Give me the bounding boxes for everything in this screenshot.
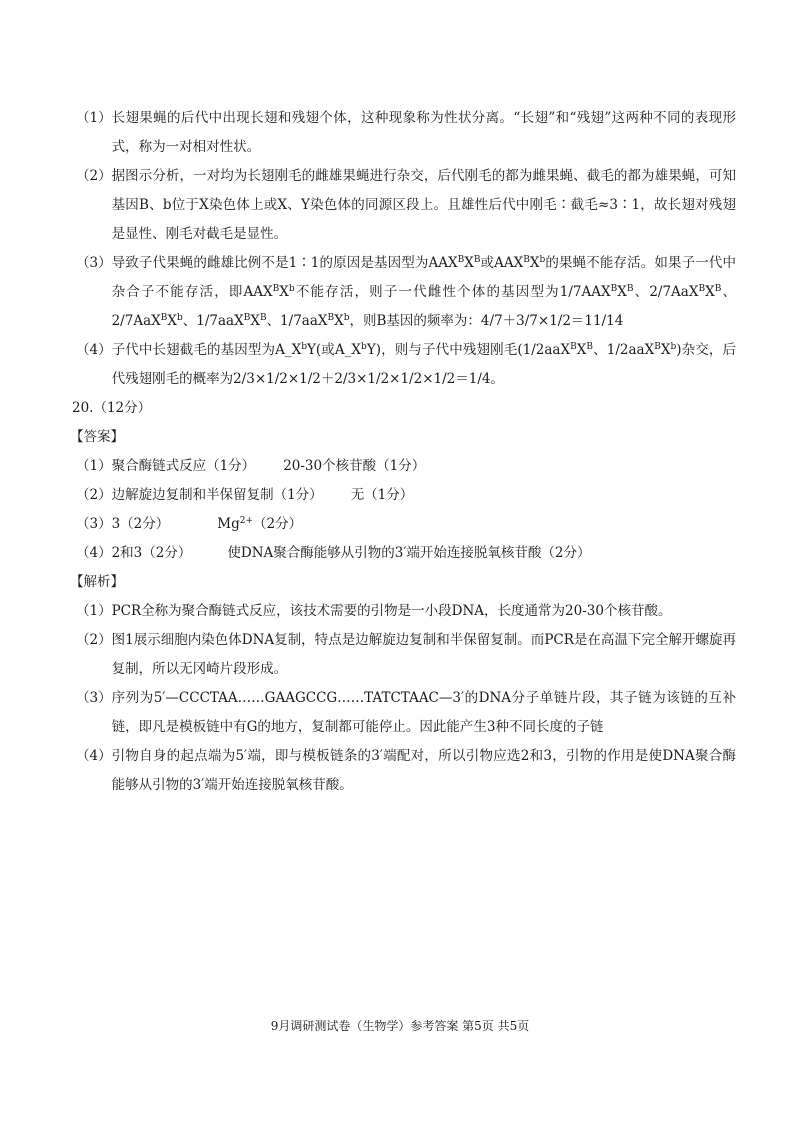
q19-item-1 xyxy=(76,104,736,162)
item-number: （1） xyxy=(76,110,112,126)
item-number: （3） xyxy=(76,690,112,706)
analysis-item-1 xyxy=(76,597,736,626)
item-text: 引物自身的起点端为5′端，即与模板链条的3′端配对，所以引物应选2和3，引物的作用是使DNA聚合酶能够从引物的3′端开始连接脱氧核苷酸。 xyxy=(111,748,736,793)
analysis-label: 【解析】 xyxy=(70,574,124,590)
item-text: 长翅果蝇的后代中出现长翅和残翅个体，这种现象称为性状分离。“长翅”和“残翅”这两种不同的表现形式，称为一对相对性状。 xyxy=(111,110,736,155)
answer-label: 【答案】 xyxy=(70,429,124,445)
item-number: （1） xyxy=(76,603,112,619)
item-text: 子代中长翅截毛的基因型为$A\_X^bY$(或$A\_X^bY$)，则与子代中残翅刚毛($1/2aaX^BX^B$、$1/2aaX^BX^b$)杂交，后代残翅刚毛的概率为2/3×1/2×1/2＋2/3×1/2×1/2×1/2＝1/4。 xyxy=(111,342,736,387)
q19-item-4 xyxy=(76,336,736,394)
item-text: 据图示分析，一对均为长翅刚毛的雌雄果蝇进行杂交，后代刚毛的都为雌果蝇、截毛的都为雄果蝇，可知基因B、b位于X染色体上或X、Y染色体的同源区段上。且雄性后代中刚毛∶截毛≈3∶1，故长翅对残翅是显性、刚毛对截毛是显性。 xyxy=(111,168,736,242)
answer-row-1: （1）聚合酶链式反应（1分） 20-30个核苷酸（1分） xyxy=(76,458,426,474)
answer-row-4: （4）2和3（2分） 使DNA聚合酶能够从引物的3′端开始连接脱氧核苷酸（2分） xyxy=(76,545,591,561)
q19-item-2 xyxy=(76,162,736,249)
answer-row-2: （2）边解旋边复制和半保留复制（1分） 无（1分） xyxy=(76,487,414,503)
item-text: 导致子代果蝇的雌雄比例不是1∶1的原因是基因型为$AAX^BX^B$或$AAX^BX^b$的果蝇不能存活。如果子一代中杂合子不能存活，即$AAX^BX^b$不能存活，则子一代雌性个体的基因型为$1/7AAX^BX^B$、$2/7AaX^BX^B$、$2/7AaX^BX^b$、$1/7aaX^BX^B$、$1/7aaX^BX^b$，则B基因的频率为：4/7＋3/7×1/2＝11/14 xyxy=(111,255,737,329)
answer-row-3: （3）3（2分） $Mg^{2+}(2$分） xyxy=(76,516,303,532)
item-number: （3） xyxy=(76,255,112,271)
item-text: PCR全称为聚合酶链式反应，该技术需要的引物是一小段DNA，长度通常为20-30个核苷酸。 xyxy=(111,603,672,619)
q19-item-3 xyxy=(76,249,736,336)
analysis-item-2 xyxy=(76,626,736,684)
analysis-item-3 xyxy=(76,684,736,742)
page-footer: 9月调研测试卷（生物学）参考答案 第5页 共5页 xyxy=(270,1019,530,1033)
answer-content xyxy=(70,104,737,800)
item-text: 序列为5′—CCCTAA……GAAGCCG……TATCTAAC—3′的DNA分子单链片段，其子链为该链的互补链，即凡是模板链中有G的地方，复制都可能停止。因此能产生3种不同长度的子链 xyxy=(111,690,736,735)
analysis-item-4 xyxy=(76,742,736,800)
item-number: （4） xyxy=(76,748,112,764)
item-text: 图1展示细胞内染色体DNA复制，特点是边解旋边复制和半保留复制。而PCR是在高温下完全解开螺旋再复制，所以无冈崎片段形成。 xyxy=(111,632,736,677)
item-number: （2） xyxy=(76,168,112,184)
item-number: （4） xyxy=(76,342,112,358)
item-number: （2） xyxy=(76,632,112,648)
q20-heading: 20.（12分） xyxy=(72,400,152,416)
